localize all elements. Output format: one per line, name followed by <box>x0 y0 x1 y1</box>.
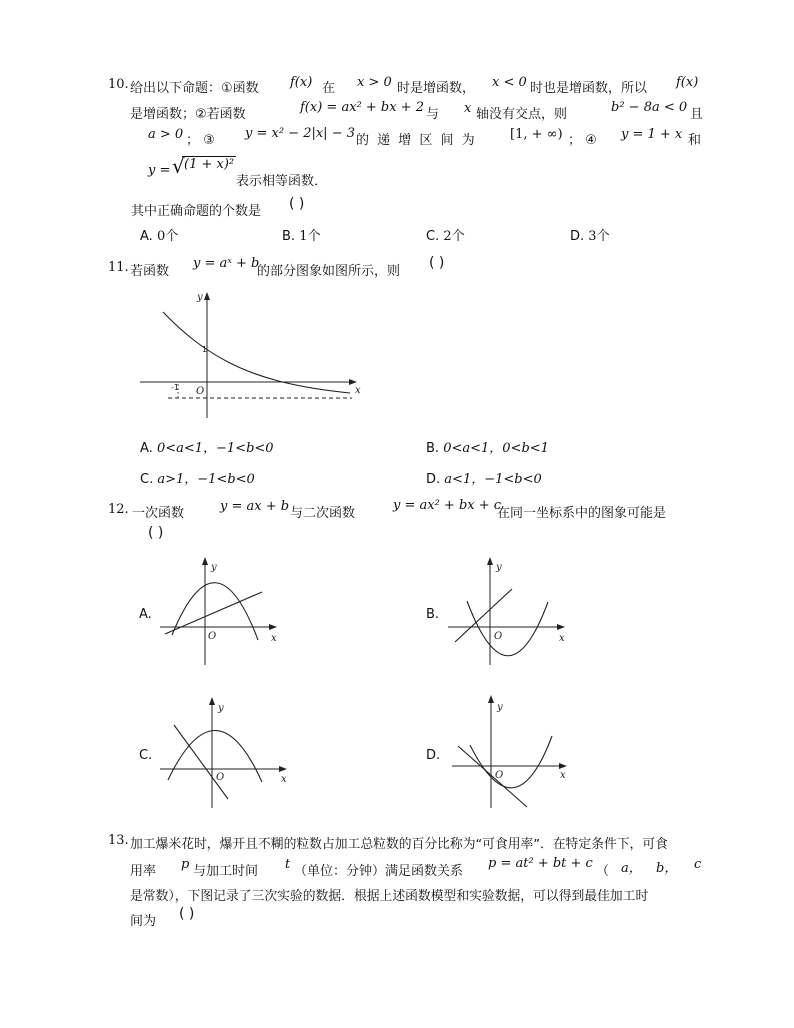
q10-math: a > 0 <box>148 127 184 142</box>
q13-text: 是常数），下图记录了三次实验的数据．根据上述函数模型和实验数据，可以得到最佳加工时 <box>130 889 649 904</box>
graph-b[interactable] <box>448 557 565 665</box>
q10-text: 时也是增函数，所以 <box>530 81 648 96</box>
option-d[interactable]: D. a<1，−1<b<0 <box>426 472 542 487</box>
origin-label: O <box>196 386 205 397</box>
origin-label: O <box>216 772 225 783</box>
q10-math: [1, + ∞) <box>510 127 563 142</box>
sqrt-expression: √ (1 + x)² <box>172 154 235 178</box>
option-c[interactable]: C. <box>139 748 153 763</box>
origin-label: O <box>495 770 504 781</box>
option-c[interactable]: C. 2个 <box>426 229 465 244</box>
q13-math: p = at² + bt + c <box>488 856 593 871</box>
option-a[interactable]: A. <box>139 607 152 622</box>
q10-text: ； ④ <box>568 133 597 148</box>
option-a[interactable]: A. 0<a<1，−1<b<0 <box>140 441 274 456</box>
radicand: (1 + x)² <box>184 157 235 172</box>
tick-label-one: 1 <box>202 345 208 354</box>
x-axis-label: x <box>355 385 361 396</box>
q10-prompt: 其中正确命题的个数是 <box>131 204 262 219</box>
q10-math: y = <box>148 163 171 178</box>
question-number: 12. <box>108 502 129 517</box>
graph-d[interactable] <box>452 695 567 808</box>
q10-text: 的 递 增 区 间 为 <box>356 133 477 148</box>
y-axis-label: y <box>497 702 503 713</box>
q13-text: （单位：分钟）满足函数关系 <box>294 864 464 879</box>
q10-math: y = 1 + x <box>621 127 683 142</box>
tick-label-neg-one: -1 <box>171 383 179 392</box>
option-b[interactable]: B. 0<a<1，0<b<1 <box>426 441 549 456</box>
q13-text: （ <box>596 864 610 879</box>
q10-text: 且 <box>690 107 704 122</box>
answer-paren: ( ) <box>429 255 445 271</box>
answer-paren: ( ) <box>289 196 305 212</box>
option-d[interactable]: D. <box>426 748 441 763</box>
x-axis-label: x <box>271 633 277 644</box>
answer-paren: ( ) <box>148 525 164 541</box>
y-axis-label: y <box>197 292 203 303</box>
q10-math: f(x) <box>676 75 699 90</box>
x-axis-label: x <box>559 633 565 644</box>
q13-math: b， <box>656 861 678 876</box>
origin-label: O <box>208 631 217 642</box>
q10-math: y = x² − 2|x| − 3 <box>245 126 355 141</box>
answer-paren: ( ) <box>179 906 195 922</box>
q10-text: 时是增函数， <box>397 81 476 96</box>
option-a[interactable]: A. 0个 <box>140 229 179 244</box>
q10-math: x <box>464 101 472 116</box>
graph-c[interactable] <box>160 697 287 808</box>
q12-text: 与二次函数 <box>290 506 356 521</box>
q10-math: x < 0 <box>492 75 527 90</box>
q12-math: y = ax² + bx + c <box>393 498 502 513</box>
q13-math: p <box>181 857 190 872</box>
q10-math: f(x) = ax² + bx + 2 <box>300 100 424 115</box>
q10-math: b² − 8a < 0 <box>611 100 688 115</box>
q12-text: 在同一坐标系中的图象可能是 <box>497 506 667 521</box>
q13-text: 用率 <box>130 864 157 879</box>
question-number: 10. <box>108 77 129 92</box>
q10-text: 是增函数；②若函数 <box>130 107 246 122</box>
q13-text: 间为 <box>130 914 157 929</box>
q13-math: c <box>694 857 702 872</box>
y-axis-label: y <box>218 703 224 714</box>
q11-math: y = aˣ + b <box>193 256 260 271</box>
q10-text: 与 <box>426 107 440 122</box>
q10-text: 和 <box>688 133 702 148</box>
question-number: 13. <box>108 833 129 848</box>
q10-text: 轴没有交点，则 <box>476 107 568 122</box>
q13-math: a， <box>621 861 642 876</box>
option-c[interactable]: C. a>1，−1<b<0 <box>140 472 255 487</box>
q10-text: ； ③ <box>186 133 215 148</box>
q13-text: 与加工时间 <box>193 864 259 879</box>
q11-text: 的部分图象如图所示，则 <box>257 264 401 279</box>
x-axis-label: x <box>560 770 566 781</box>
q10-text: 给出以下命题：①函数 <box>130 81 259 96</box>
graph-a[interactable] <box>160 557 277 665</box>
q12-math: y = ax + b <box>220 499 290 514</box>
origin-label: O <box>494 631 503 642</box>
option-d[interactable]: D. 3个 <box>570 229 610 244</box>
q10-text: 表示相等函数． <box>236 174 328 189</box>
q10-math: x > 0 <box>357 75 392 90</box>
q13-math: t <box>285 857 291 872</box>
x-axis-label: x <box>281 774 287 785</box>
option-b[interactable]: B. <box>426 607 440 622</box>
q10-text: 在 <box>322 81 336 96</box>
q13-text: 加工爆米花时，爆开且不糊的粒数占加工总粒数的百分比称为“可食用率”．在特定条件下，可食 <box>130 837 668 852</box>
option-b[interactable]: B. 1个 <box>282 229 321 244</box>
q10-math: f(x) <box>290 75 313 90</box>
question-number: 11. <box>108 260 129 275</box>
q11-text: 若函数 <box>130 264 170 279</box>
y-axis-label: y <box>496 562 502 573</box>
q12-text: 一次函数 <box>132 506 185 521</box>
y-axis-label: y <box>211 562 217 573</box>
